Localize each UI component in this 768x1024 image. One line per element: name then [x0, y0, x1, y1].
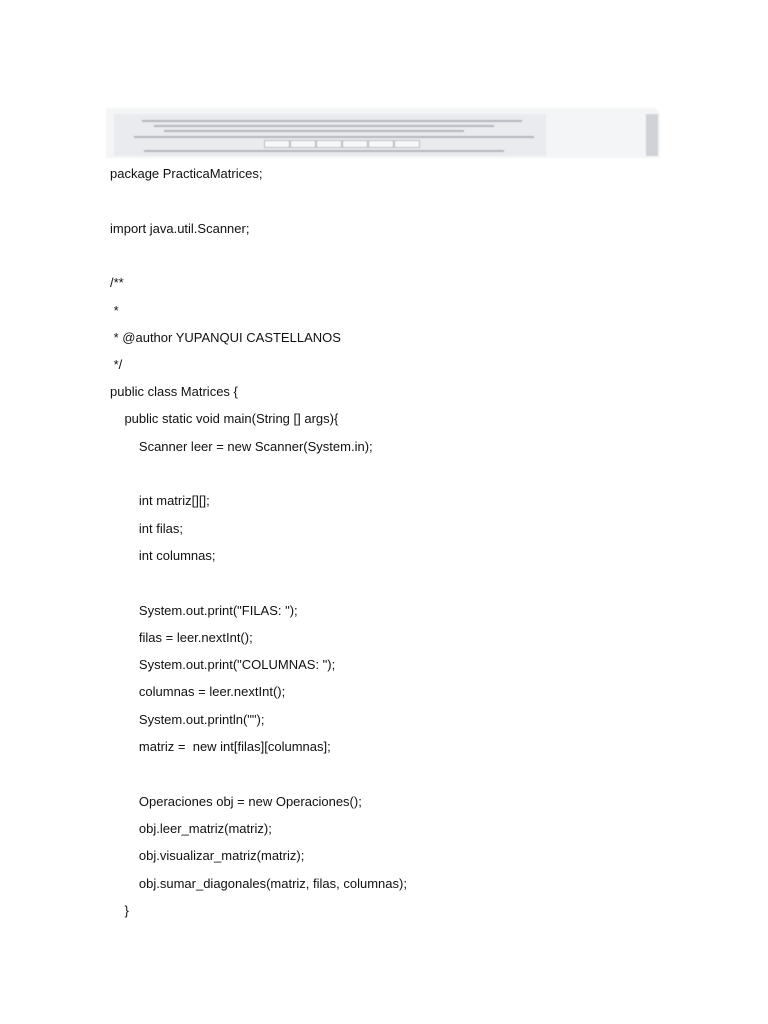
code-line-columnas-decl: int columnas; — [110, 548, 216, 563]
code-line-comment-blank: * — [110, 303, 119, 318]
code-line-matriz-decl: int matriz[][]; — [110, 493, 210, 508]
panel-divider — [646, 114, 658, 156]
code-line-author: * @author YUPANQUI CASTELLANOS — [110, 330, 341, 345]
code-line-print-filas: System.out.print("FILAS: "); — [110, 603, 298, 618]
code-line-print-columnas: System.out.print("COLUMNAS: "); — [110, 657, 336, 672]
embedded-screenshot-image — [106, 108, 660, 158]
code-line-scanner: Scanner leer = new Scanner(System.in); — [110, 439, 373, 454]
code-line-class-declaration: public class Matrices { — [110, 384, 238, 399]
code-line-main-method: public static void main(String [] args){ — [110, 411, 339, 426]
code-line-comment-start: /** — [110, 275, 124, 290]
code-line-println: System.out.println(""); — [110, 712, 265, 727]
code-line-read-filas: filas = leer.nextInt(); — [110, 630, 253, 645]
code-line-matriz-init: matriz = new int[filas][columnas]; — [110, 739, 331, 754]
code-line-visualizar-matriz: obj.visualizar_matriz(matriz); — [110, 848, 305, 863]
code-line-package: package PracticaMatrices; — [110, 166, 263, 181]
code-line-leer-matriz: obj.leer_matriz(matriz); — [110, 821, 272, 836]
code-line-operaciones-init: Operaciones obj = new Operaciones(); — [110, 794, 362, 809]
code-line-read-columnas: columnas = leer.nextInt(); — [110, 684, 286, 699]
code-line-filas-decl: int filas; — [110, 521, 183, 536]
code-line-sumar-diagonales: obj.sumar_diagonales(matriz, filas, columnas); — [110, 876, 407, 891]
code-line-comment-end: */ — [110, 357, 123, 372]
spreadsheet-thumbnail — [114, 114, 546, 156]
code-line-import: import java.util.Scanner; — [110, 221, 250, 236]
code-line-close-main: } — [110, 903, 129, 918]
